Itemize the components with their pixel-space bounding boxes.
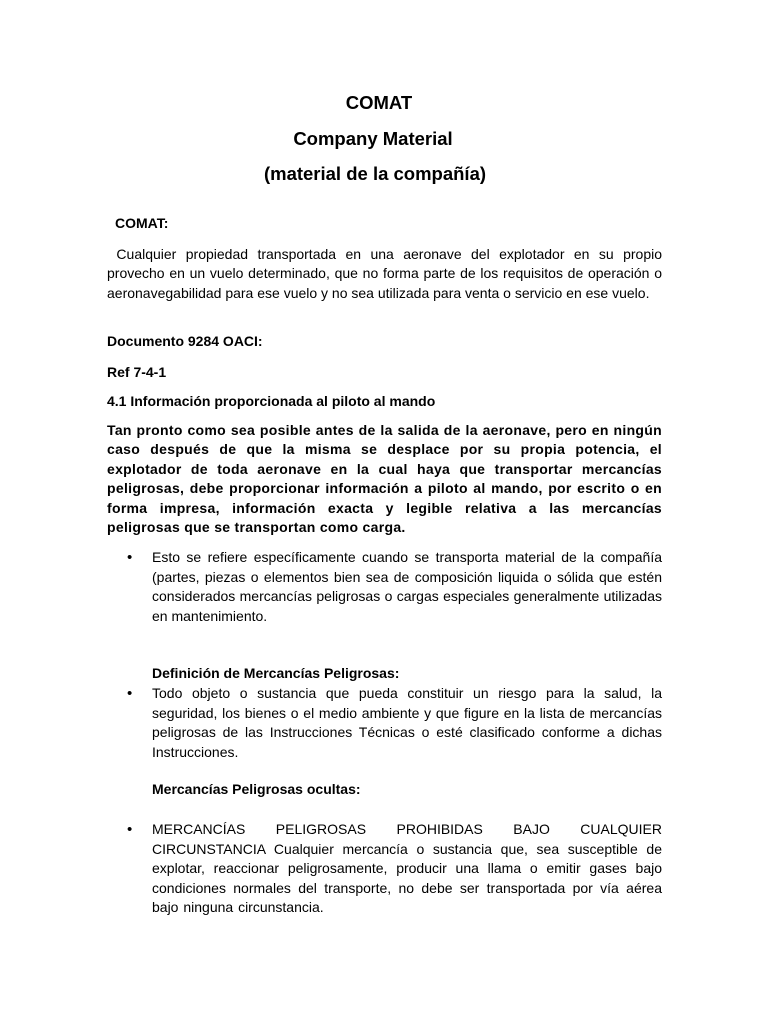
- definition-text: [107, 245, 662, 303]
- bullet-item-3: MERCANCÍAS PELIGROSAS PROHIBIDAS BAJO CUALQUIER CIRCUNSTANCIA Cualquier mercancía o sustancia que, sea susceptible de explotar, reaccionar peligrosamente, producir una llama o emitir gases bajo condiciones normales del transporte, no debe ser transportada por vía aérea bajo ninguna circunstancia.: [152, 821, 662, 915]
- document-title: COMAT: [345, 92, 413, 113]
- definition-text-content: Cualquier propiedad transportada en una aeronave del explotador en su propio provecho en un vuelo determinado, que no forma parte de los requisitos de operación o aeronavegabilidad para ese vuelo y no sea utilizada para venta o servicio en ese vuelo.: [107, 246, 662, 301]
- section-text: Tan pronto como sea posible antes de la salida de la aeronave, pero en ningún caso después de que la misma se desplace por su propia potencia, el explotador de toda aeronave en la cual haya que transportar mercancías peligrosas, debe proporcionar información a piloto al mando, por escrito o en forma impresa, información exacta y legible relativa a las mercancías peligrosas que se transportan como carga.: [107, 422, 662, 536]
- bullet-item-1: Esto se refiere específicamente cuando se transporta material de la compañía (partes, piezas o elementos bien sea de composición liquida o sólida que estén considerados mercancías peligrosas o cargas especiales generalmente utilizadas en mantenimiento.: [152, 549, 662, 624]
- bullet-glyph-2: •: [127, 685, 133, 702]
- document-subtitle: Company Material: [293, 128, 453, 149]
- document-reference: Documento 9284 OACI:: [107, 333, 263, 349]
- document-subtitle-spanish: (material de la compañía): [263, 163, 487, 184]
- bullet-glyph-1: •: [127, 549, 133, 566]
- hidden-dangerous-goods-heading: Mercancías Peligrosas ocultas:: [152, 781, 361, 797]
- section-heading: 4.1 Información proporcionada al piloto al mando: [107, 393, 436, 409]
- dangerous-goods-definition-heading: Definición de Mercancías Peligrosas:: [152, 665, 400, 681]
- section-reference: Ref 7-4-1: [107, 364, 167, 380]
- bullet-item-2: Todo objeto o sustancia que pueda constituir un riesgo para la salud, la seguridad, los bienes o el medio ambiente y que figure en la lista de mercancías peligrosas de las Instrucciones Técnicas o esté clasificado conforme a dichas Instrucciones.: [152, 685, 662, 760]
- bullet-glyph-3: •: [127, 821, 133, 838]
- definition-label: COMAT:: [115, 215, 169, 231]
